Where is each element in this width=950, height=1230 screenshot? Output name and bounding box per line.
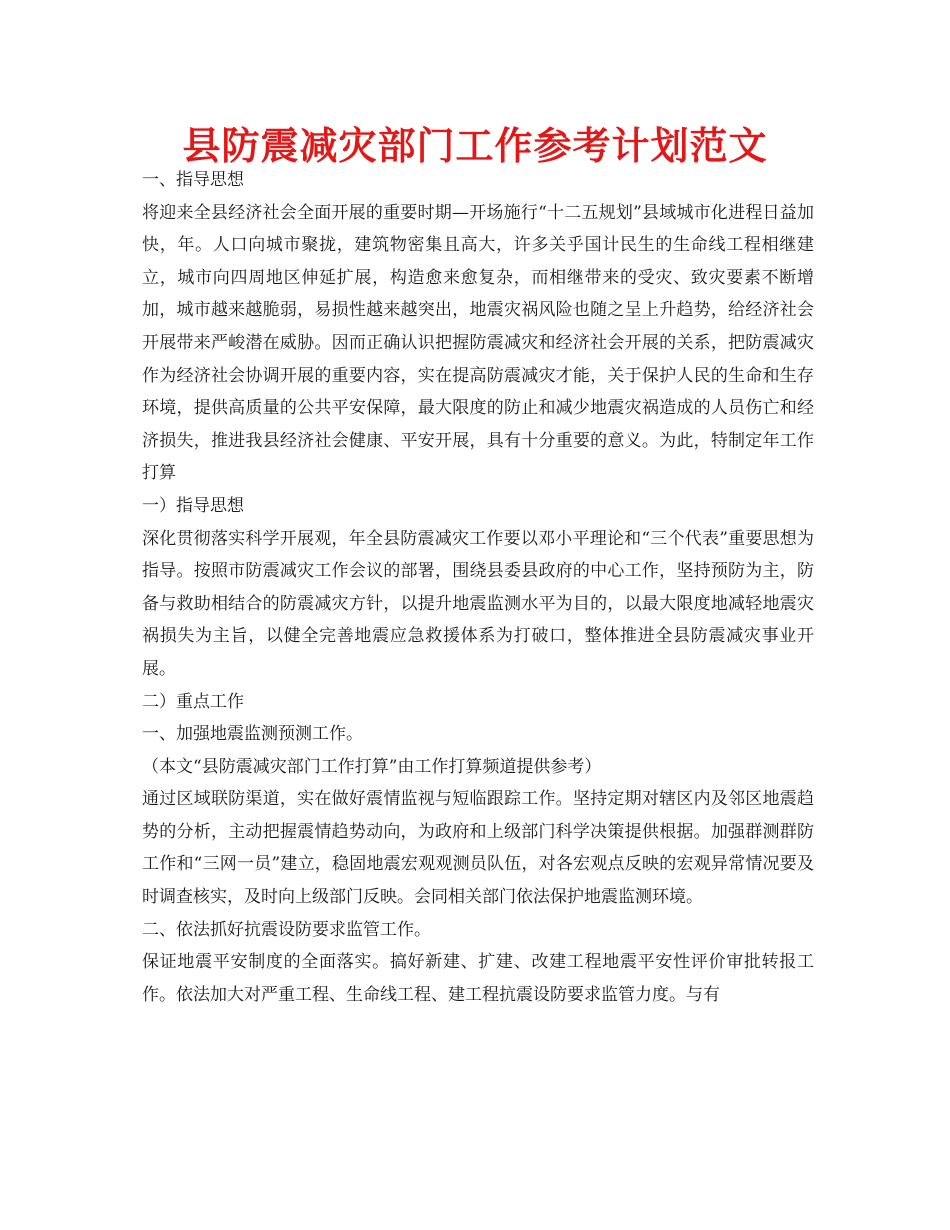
paragraph: 保证地震平安制度的全面落实。搞好新建、扩建、改建工程地震平安性评价审批转报工作。依法加大对严重工程、生命线工程、建工程抗震设防要求监管力度。与有 bbox=[142, 952, 814, 1005]
paragraph: 深化贯彻落实科学开展观，年全县防震减灾工作要以邓小平理论和“三个代表”重要思想为指导。按照市防震减灾工作会议的部署，围绕县委县政府的中心工作，坚持预防为主，防备与救助相结合的防震减灾方针，以提升地震监测水平为目的，以最大限度地减轻地震灾祸损失为主旨，以健全完善地震应急救援体系为打破口，整体推进全县防震减灾事业开展。 bbox=[142, 528, 814, 679]
source-note: （本文“县防震减灾部门工作打算”由工作打算频道提供参考） bbox=[142, 756, 602, 777]
document-title: 县防震减灾部门工作参考计划范文 bbox=[182, 124, 768, 168]
section-heading: 二）重点工作 bbox=[142, 691, 244, 712]
section-heading: 一）指导思想 bbox=[142, 495, 244, 516]
paragraph: 通过区域联防渠道，实在做好震情监视与短临跟踪工作。坚持定期对辖区内及邻区地震趋势的分析，主动把握震情趋势动向，为政府和上级部门科学决策提供根据。加强群测群防工作和“三网一员”建立，稳固地震宏观观测员队伍，对各宏观点反映的宏观异常情况要及时调查核实，及时向上级部门反映。会同相关部门依法保护地震监测环境。 bbox=[142, 789, 814, 908]
section-heading: 二、依法抓好抗震设防要求监管工作。 bbox=[142, 919, 431, 940]
section-heading: 一、加强地震监测预测工作。 bbox=[142, 724, 363, 745]
section-heading: 一、指导思想 bbox=[142, 170, 244, 190]
document-body bbox=[142, 164, 814, 1011]
paragraph: 将迎来全县经济社会全面开展的重要时期—开场施行“十二五规划”县域城市化进程日益加快，年。人口向城市聚拢，建筑物密集且高大，许多关乎国计民生的生命线工程相继建立，城市向四周地区伸延扩展，构造愈来愈复杂，而相继带来的受灾、致灾要素不断增加，城市越来越脆弱，易损性越来越突出，地震灾祸风险也随之呈上升趋势，给经济社会开展带来严峻潜在威胁。因而正确认识把握防震减灾和经济社会开展的关系，把防震减灾作为经济社会协调开展的重要内容，实在提高防震减灾才能，关于保护人民的生命和生存环境，提供高质量的公共平安保障，最大限度的防止和减少地震灾祸造成的人员伤亡和经济损失，推进我县经济社会健康、平安开展，具有十分重要的意义。为此，特制定年工作打算 bbox=[142, 202, 814, 484]
